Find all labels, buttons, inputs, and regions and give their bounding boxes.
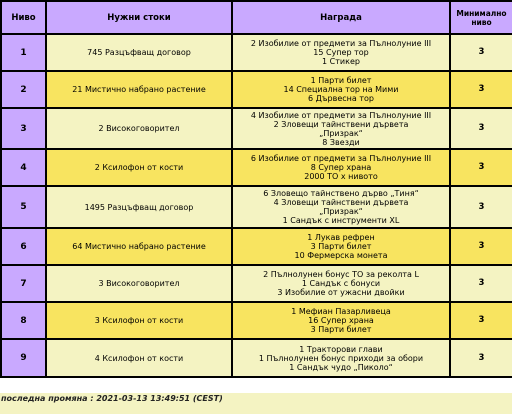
level-number: 5 — [2, 187, 45, 227]
header-min-level-line1: Минимално — [456, 8, 507, 18]
header-goods: Нужни стоки — [47, 2, 231, 33]
reward-item: 2 Изобилие от предмети за Пълнолуние III — [250, 39, 432, 48]
level-row — [2, 340, 512, 376]
reward-item: 1 Сандък чудо „Пиколо“ — [289, 362, 393, 372]
reward-cell — [233, 303, 449, 338]
reward-item: 3 Парти билет — [310, 242, 372, 251]
required-goods: 21 Мистично набрано растение — [47, 72, 231, 107]
min-level-value: 3 — [451, 109, 512, 148]
level-row — [2, 109, 512, 148]
min-level-value: 3 — [451, 72, 512, 107]
reward-item: „Призрак“ — [319, 128, 363, 138]
level-number: 7 — [2, 266, 45, 301]
reward-item: 4 Изобилие от предмети за Пълнолуние III — [250, 110, 432, 120]
reward-item: 1 Сандък с бонуси — [301, 279, 381, 288]
reward-item: 8 Звезди — [322, 137, 360, 147]
level-row — [2, 150, 512, 185]
level-row — [2, 266, 512, 301]
reward-item: 1 Мефиан Пазарливеца — [291, 307, 391, 316]
min-level-value: 3 — [451, 303, 512, 338]
level-row — [2, 187, 512, 227]
reward-item: 2 Зловещи тайнствени дървета — [273, 119, 409, 129]
required-goods: 3 Ксилофон от кости — [47, 303, 231, 338]
reward-item: 6 Дървесна тор — [308, 94, 374, 103]
reward-cell — [233, 266, 449, 301]
required-goods: 745 Разцъфващ договор — [47, 35, 231, 70]
required-goods: 2 Високоговорител — [47, 109, 231, 148]
level-number: 1 — [2, 35, 45, 70]
header-min-level — [451, 2, 512, 33]
reward-item: 1 Лукав рефрен — [307, 233, 375, 242]
level-row — [2, 303, 512, 338]
min-level-value: 3 — [451, 35, 512, 70]
required-goods: 4 Ксилофон от кости — [47, 340, 231, 376]
header-reward: Награда — [233, 2, 449, 33]
reward-item: 14 Специална тор на Мими — [283, 85, 399, 94]
reward-item: 3 Парти билет — [310, 325, 372, 334]
reward-item: 1 Стикер — [322, 57, 360, 66]
reward-cell — [233, 35, 449, 70]
reward-cell — [233, 150, 449, 185]
header-row — [2, 2, 512, 33]
reward-item: 4 Зловещи тайнствени дървета — [273, 198, 409, 207]
min-level-value: 3 — [451, 187, 512, 227]
reward-item: 15 Супер тор — [313, 48, 369, 57]
min-level-value: 3 — [451, 229, 512, 264]
reward-item: 1 Пълнолунен бонус приходи за обори — [258, 353, 424, 363]
header-level: Ниво — [2, 2, 45, 33]
reward-item: 1 Сандък с инструменти XL — [282, 216, 400, 225]
reward-item: 10 Фермерска монета — [294, 251, 388, 260]
reward-item: 1 Парти билет — [310, 76, 372, 85]
header-min-level-line2: ниво — [471, 17, 492, 27]
level-number: 8 — [2, 303, 45, 338]
reward-item: 6 Зловещо тайнствено дърво „Тиня“ — [263, 189, 419, 198]
level-number: 9 — [2, 340, 45, 376]
reward-item: „Призрак“ — [319, 207, 363, 216]
reward-cell — [233, 187, 449, 227]
required-goods: 3 Високоговорител — [47, 266, 231, 301]
level-row — [2, 72, 512, 107]
last-modified-footer: последна промяна : 2021-03-13 13:49:51 (CEST) — [0, 393, 512, 414]
reward-item: 2 Пълнолунен бонус ТО за реколта L — [263, 270, 419, 279]
reward-item: 6 Изобилие от предмети за Пълнолуние III — [250, 154, 432, 163]
min-level-value: 3 — [451, 340, 512, 376]
reward-cell — [233, 229, 449, 264]
reward-item: 16 Супер храна — [308, 316, 374, 325]
reward-item: 3 Изобилие от ужасни двойки — [277, 288, 405, 297]
level-number: 6 — [2, 229, 45, 264]
reward-cell — [233, 340, 449, 376]
level-number: 2 — [2, 72, 45, 107]
reward-cell — [233, 109, 449, 148]
min-level-value: 3 — [451, 266, 512, 301]
level-row — [2, 35, 512, 70]
reward-cell — [233, 72, 449, 107]
required-goods: 64 Мистично набрано растение — [47, 229, 231, 264]
required-goods: 1495 Разцъфващ договор — [47, 187, 231, 227]
reward-item: 2000 ТО x нивото — [304, 172, 378, 181]
required-goods: 2 Ксилофон от кости — [47, 150, 231, 185]
level-row — [2, 229, 512, 264]
level-number: 4 — [2, 150, 45, 185]
reward-item: 1 Тракторови глави — [299, 344, 383, 354]
level-number: 3 — [2, 109, 45, 148]
min-level-value: 3 — [451, 150, 512, 185]
reward-item: 8 Супер храна — [310, 163, 372, 172]
